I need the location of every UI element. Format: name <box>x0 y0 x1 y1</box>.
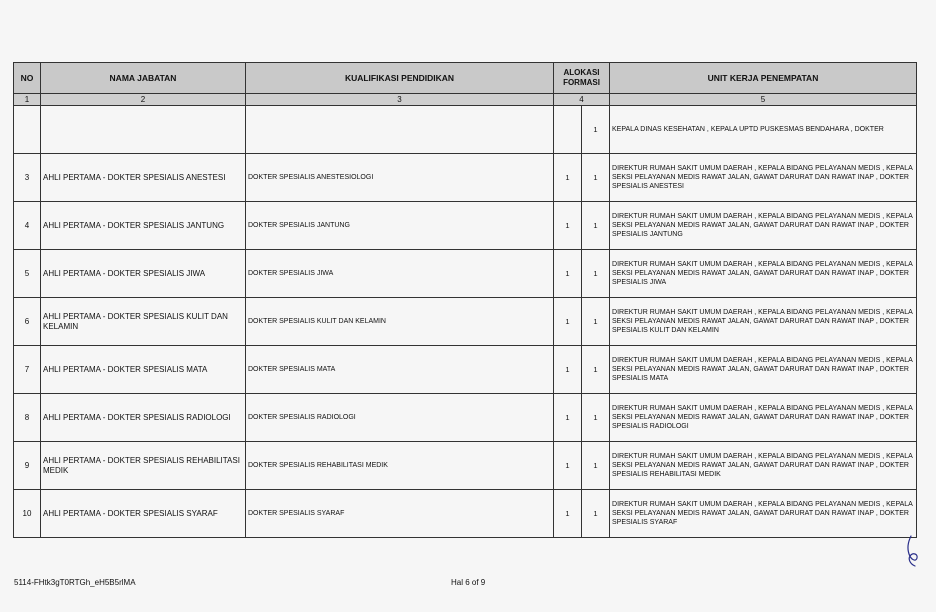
cell-alokasi-a: 1 <box>554 490 582 538</box>
cell-nama-jabatan: AHLI PERTAMA - DOKTER SPESIALIS REHABILITASI MEDIK <box>41 442 246 490</box>
cell-alokasi-a: 1 <box>554 250 582 298</box>
cell-kualifikasi: DOKTER SPESIALIS MATA <box>246 346 554 394</box>
cell-no: 5 <box>14 250 41 298</box>
cell-no: 3 <box>14 154 41 202</box>
cell-alokasi-a <box>554 106 582 154</box>
cell-alokasi-a: 1 <box>554 202 582 250</box>
table-row <box>14 490 917 538</box>
cell-alokasi-b: 1 <box>582 442 610 490</box>
cell-alokasi-a: 1 <box>554 346 582 394</box>
cell-nama-jabatan: AHLI PERTAMA - DOKTER SPESIALIS JANTUNG <box>41 202 246 250</box>
table-row <box>14 202 917 250</box>
page-number: Hal 6 of 9 <box>451 578 486 587</box>
cell-kualifikasi: DOKTER SPESIALIS JANTUNG <box>246 202 554 250</box>
cell-unit-kerja: DIREKTUR RUMAH SAKIT UMUM DAERAH , KEPALA BIDANG PELAYANAN MEDIS , KEPALA SEKSI PELAYANAN MEDIS RAWAT JALAN, GAWAT DARURAT DAN RAWAT INAP , DOKTER SPESIALIS KULIT DAN KELAMIN <box>610 298 917 346</box>
cell-unit-kerja: DIREKTUR RUMAH SAKIT UMUM DAERAH , KEPALA BIDANG PELAYANAN MEDIS , KEPALA SEKSI PELAYANAN MEDIS RAWAT JALAN, GAWAT DARURAT DAN RAWAT INAP , DOKTER SPESIALIS MATA <box>610 346 917 394</box>
cell-nama-jabatan: AHLI PERTAMA - DOKTER SPESIALIS ANESTESI <box>41 154 246 202</box>
header-alokasi-formasi <box>554 63 610 94</box>
cell-kualifikasi: DOKTER SPESIALIS SYARAF <box>246 490 554 538</box>
header-no: NO <box>14 63 41 94</box>
cell-alokasi-b: 1 <box>582 154 610 202</box>
cell-unit-kerja: DIREKTUR RUMAH SAKIT UMUM DAERAH , KEPALA BIDANG PELAYANAN MEDIS , KEPALA SEKSI PELAYANAN MEDIS RAWAT JALAN, GAWAT DARURAT DAN RAWAT INAP , DOKTER SPESIALIS JANTUNG <box>610 202 917 250</box>
cell-no: 8 <box>14 394 41 442</box>
cell-unit-kerja: DIREKTUR RUMAH SAKIT UMUM DAERAH , KEPALA BIDANG PELAYANAN MEDIS , KEPALA SEKSI PELAYANAN MEDIS RAWAT JALAN, GAWAT DARURAT DAN RAWAT INAP , DOKTER SPESIALIS SYARAF <box>610 490 917 538</box>
cell-kualifikasi: DOKTER SPESIALIS ANESTESIOLOGI <box>246 154 554 202</box>
cell-kualifikasi: DOKTER SPESIALIS REHABILITASI MEDIK <box>246 442 554 490</box>
cell-nama-jabatan: AHLI PERTAMA - DOKTER SPESIALIS RADIOLOGI <box>41 394 246 442</box>
cell-alokasi-a: 1 <box>554 298 582 346</box>
header-unit-kerja: UNIT KERJA PENEMPATAN <box>610 63 917 94</box>
cell-alokasi-a: 1 <box>554 394 582 442</box>
cell-alokasi-b: 1 <box>582 202 610 250</box>
table-row <box>14 442 917 490</box>
cell-alokasi-b: 1 <box>582 490 610 538</box>
column-number: 2 <box>41 94 246 106</box>
cell-unit-kerja: DIREKTUR RUMAH SAKIT UMUM DAERAH , KEPALA BIDANG PELAYANAN MEDIS , KEPALA SEKSI PELAYANAN MEDIS RAWAT JALAN, GAWAT DARURAT DAN RAWAT INAP , DOKTER SPESIALIS RADIOLOGI <box>610 394 917 442</box>
cell-kualifikasi <box>246 106 554 154</box>
header-alokasi-line1: ALOKASI <box>563 68 600 77</box>
cell-no: 6 <box>14 298 41 346</box>
column-number-row <box>14 94 917 106</box>
table-row <box>14 106 917 154</box>
table-row <box>14 250 917 298</box>
cell-alokasi-b: 1 <box>582 346 610 394</box>
cell-unit-kerja: DIREKTUR RUMAH SAKIT UMUM DAERAH , KEPALA BIDANG PELAYANAN MEDIS , KEPALA SEKSI PELAYANAN MEDIS RAWAT JALAN, GAWAT DARURAT DAN RAWAT INAP , DOKTER SPESIALIS REHABILITASI MEDIK <box>610 442 917 490</box>
table-header-row <box>14 63 917 94</box>
column-number: 5 <box>610 94 917 106</box>
cell-kualifikasi: DOKTER SPESIALIS RADIOLOGI <box>246 394 554 442</box>
cell-unit-kerja: DIREKTUR RUMAH SAKIT UMUM DAERAH , KEPALA BIDANG PELAYANAN MEDIS , KEPALA SEKSI PELAYANAN MEDIS RAWAT JALAN, GAWAT DARURAT DAN RAWAT INAP , DOKTER SPESIALIS JIWA <box>610 250 917 298</box>
cell-alokasi-a: 1 <box>554 154 582 202</box>
header-alokasi-line2: FORMASI <box>563 78 600 87</box>
cell-no: 7 <box>14 346 41 394</box>
column-number: 1 <box>14 94 41 106</box>
cell-nama-jabatan: AHLI PERTAMA - DOKTER SPESIALIS JIWA <box>41 250 246 298</box>
table-row <box>14 394 917 442</box>
cell-alokasi-b: 1 <box>582 106 610 154</box>
header-nama-jabatan: NAMA JABATAN <box>41 63 246 94</box>
table-row <box>14 154 917 202</box>
cell-alokasi-b: 1 <box>582 394 610 442</box>
cell-no: 4 <box>14 202 41 250</box>
cell-alokasi-b: 1 <box>582 298 610 346</box>
table-row <box>14 346 917 394</box>
cell-unit-kerja: KEPALA DINAS KESEHATAN , KEPALA UPTD PUSKESMAS BENDAHARA , DOKTER <box>610 106 917 154</box>
formasi-table <box>13 62 917 538</box>
cell-alokasi-b: 1 <box>582 250 610 298</box>
cell-kualifikasi: DOKTER SPESIALIS JIWA <box>246 250 554 298</box>
header-kualifikasi: KUALIFIKASI PENDIDIKAN <box>246 63 554 94</box>
column-number: 3 <box>246 94 554 106</box>
cell-nama-jabatan: AHLI PERTAMA - DOKTER SPESIALIS KULIT DAN KELAMIN <box>41 298 246 346</box>
document-code: 5114-FHtk3gT0RTGh_eH5B5rlMA <box>14 578 136 587</box>
cell-no: 10 <box>14 490 41 538</box>
cell-nama-jabatan: AHLI PERTAMA - DOKTER SPESIALIS SYARAF <box>41 490 246 538</box>
cell-kualifikasi: DOKTER SPESIALIS KULIT DAN KELAMIN <box>246 298 554 346</box>
signature-mark-icon <box>902 534 922 568</box>
column-number: 4 <box>554 94 610 106</box>
table-row <box>14 298 917 346</box>
cell-no: 9 <box>14 442 41 490</box>
cell-no <box>14 106 41 154</box>
cell-nama-jabatan <box>41 106 246 154</box>
cell-alokasi-a: 1 <box>554 442 582 490</box>
cell-unit-kerja: DIREKTUR RUMAH SAKIT UMUM DAERAH , KEPALA BIDANG PELAYANAN MEDIS , KEPALA SEKSI PELAYANAN MEDIS RAWAT JALAN, GAWAT DARURAT DAN RAWAT INAP , DOKTER SPESIALIS ANESTESI <box>610 154 917 202</box>
cell-nama-jabatan: AHLI PERTAMA - DOKTER SPESIALIS MATA <box>41 346 246 394</box>
